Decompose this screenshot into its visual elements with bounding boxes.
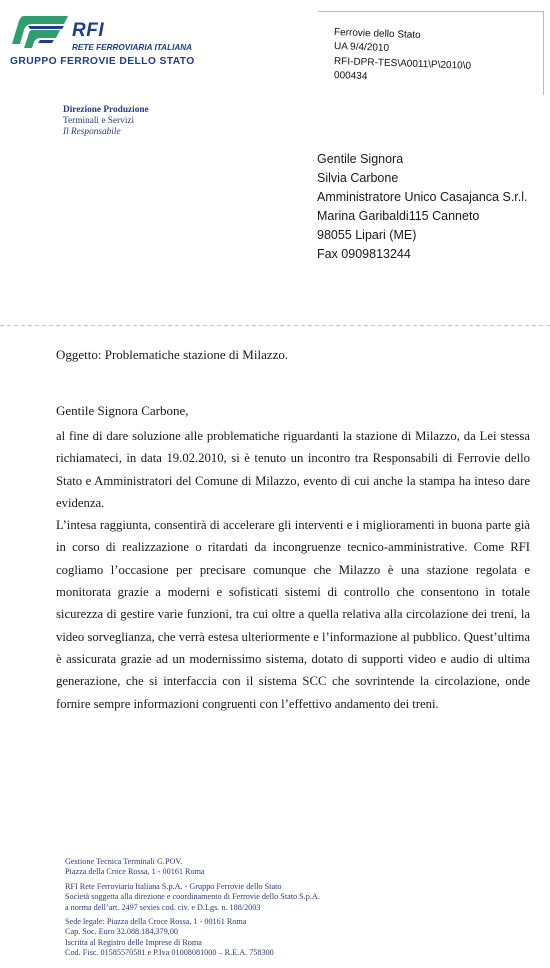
letter-footer — [65, 857, 320, 963]
letter-salutation: Gentile Signora Carbone, — [56, 403, 189, 418]
footer-line: Piazza della Croce Rossa, 1 - 00161 Roma — [65, 867, 205, 877]
footer-line: Sede legale: Piazza della Croce Rossa, 1 - 00161 Roma — [65, 917, 247, 927]
stamp-line-2: UA 9/4/2010 — [333, 41, 390, 54]
rfi-logo-mark-icon — [10, 10, 70, 54]
department-name: Direzione Produzione — [63, 105, 149, 115]
footer-line: Società soggetta alla direzione e coordinamento di Ferrovie dello Stato S.p.A. — [65, 892, 320, 902]
recipient-line: Marina Garibaldi115 Canneto — [317, 209, 480, 223]
body-paragraph: L’intesa raggiunta, consentirà di accelerare gli interventi e i miglioramenti in buona parte già in corso di realizzazione o ritardati da incongruenze tecnico-amministrative. Come RFI cogliamo l’occasione per precisare comunque che Milazzo è una stazione regolata e monitorata grazie a moderni e sofisticati sistemi di controllo che consentono in totale sicurezza di gestire varie funzioni, tra cui oltre a quella relativa alla circolazione dei treni, la video sorveglianza, che verrà estesa ulteriormente e l’informazione al pubblico. Quest’ultima è assicurata grazie ad un modernissimo sistema, dotato di supporti video e audio di ultima generazione, che si interfaccia con il sistema SCC che sovrintende la circolazione, onde fornire sempre informazioni congruenti con l’effettivo andamento dei treni. — [56, 518, 530, 711]
department-role: Il Responsabile — [63, 127, 121, 137]
department-block — [63, 105, 149, 138]
letter-body — [56, 425, 530, 715]
logo-group-line: GRUPPO FERROVIE DELLO STATO — [10, 56, 195, 67]
footer-line: Cap. Soc. Euro 32.088.184.379,00 — [65, 927, 179, 937]
stamp-line-1: Ferrovie dello Stato — [333, 27, 421, 42]
recipient-line: Gentile Signora — [317, 152, 404, 166]
letter-subject: Oggetto: Problematiche stazione di Milazzo. — [56, 347, 289, 362]
recipient-line: Fax 0909813244 — [317, 247, 411, 261]
footer-line: Gestione Tecnica Terminali G.POV. — [65, 857, 183, 866]
logo-brand: RFI — [72, 20, 105, 41]
department-unit: Terminali e Servizi — [63, 116, 135, 126]
logo-company-line: RETE FERROVIARIA ITALIANA — [72, 43, 193, 52]
fold-line — [0, 325, 550, 326]
footer-block-office — [65, 857, 320, 878]
protocol-stamp — [318, 11, 544, 95]
stamp-line-3: RFI-DPR-TES\A0011\P\2010\0 — [333, 56, 472, 72]
footer-line: Cod. Fisc. 01585570581 e P.Iva 01008081000 – R.E.A. 758300 — [65, 948, 274, 958]
recipient-address — [317, 150, 528, 264]
recipient-line: Silvia Carbone — [317, 171, 399, 185]
recipient-line: Amministratore Unico Casajanca S.r.l. — [317, 190, 528, 204]
footer-line: Iscritta al Registro delle Imprese di Roma — [65, 937, 202, 947]
body-paragraph: al fine di dare soluzione alle problematiche riguardanti la stazione di Milazzo, da Lei stessa richiamateci, in data 19.02.2010, si è tenuto un incontro tra Responsabili di Ferrovie dello Stato e Amministratori del Comune di Milazzo, evento di cui anche la stampa ha inteso dare evidenza. — [56, 429, 530, 510]
footer-block-company — [65, 882, 320, 913]
stamp-line-4: 000434 — [333, 70, 368, 83]
rfi-logo — [10, 10, 210, 68]
footer-line: a norma dell’art. 2497 sexies cod. civ. e D.Lgs. n. 188/2003 — [65, 902, 261, 912]
footer-line: RFI Rete Ferroviaria Italiana S.p.A. - Gruppo Ferrovie dello Stato — [65, 881, 282, 891]
footer-block-legal — [65, 917, 320, 959]
recipient-line: 98055 Lipari (ME) — [317, 228, 417, 242]
